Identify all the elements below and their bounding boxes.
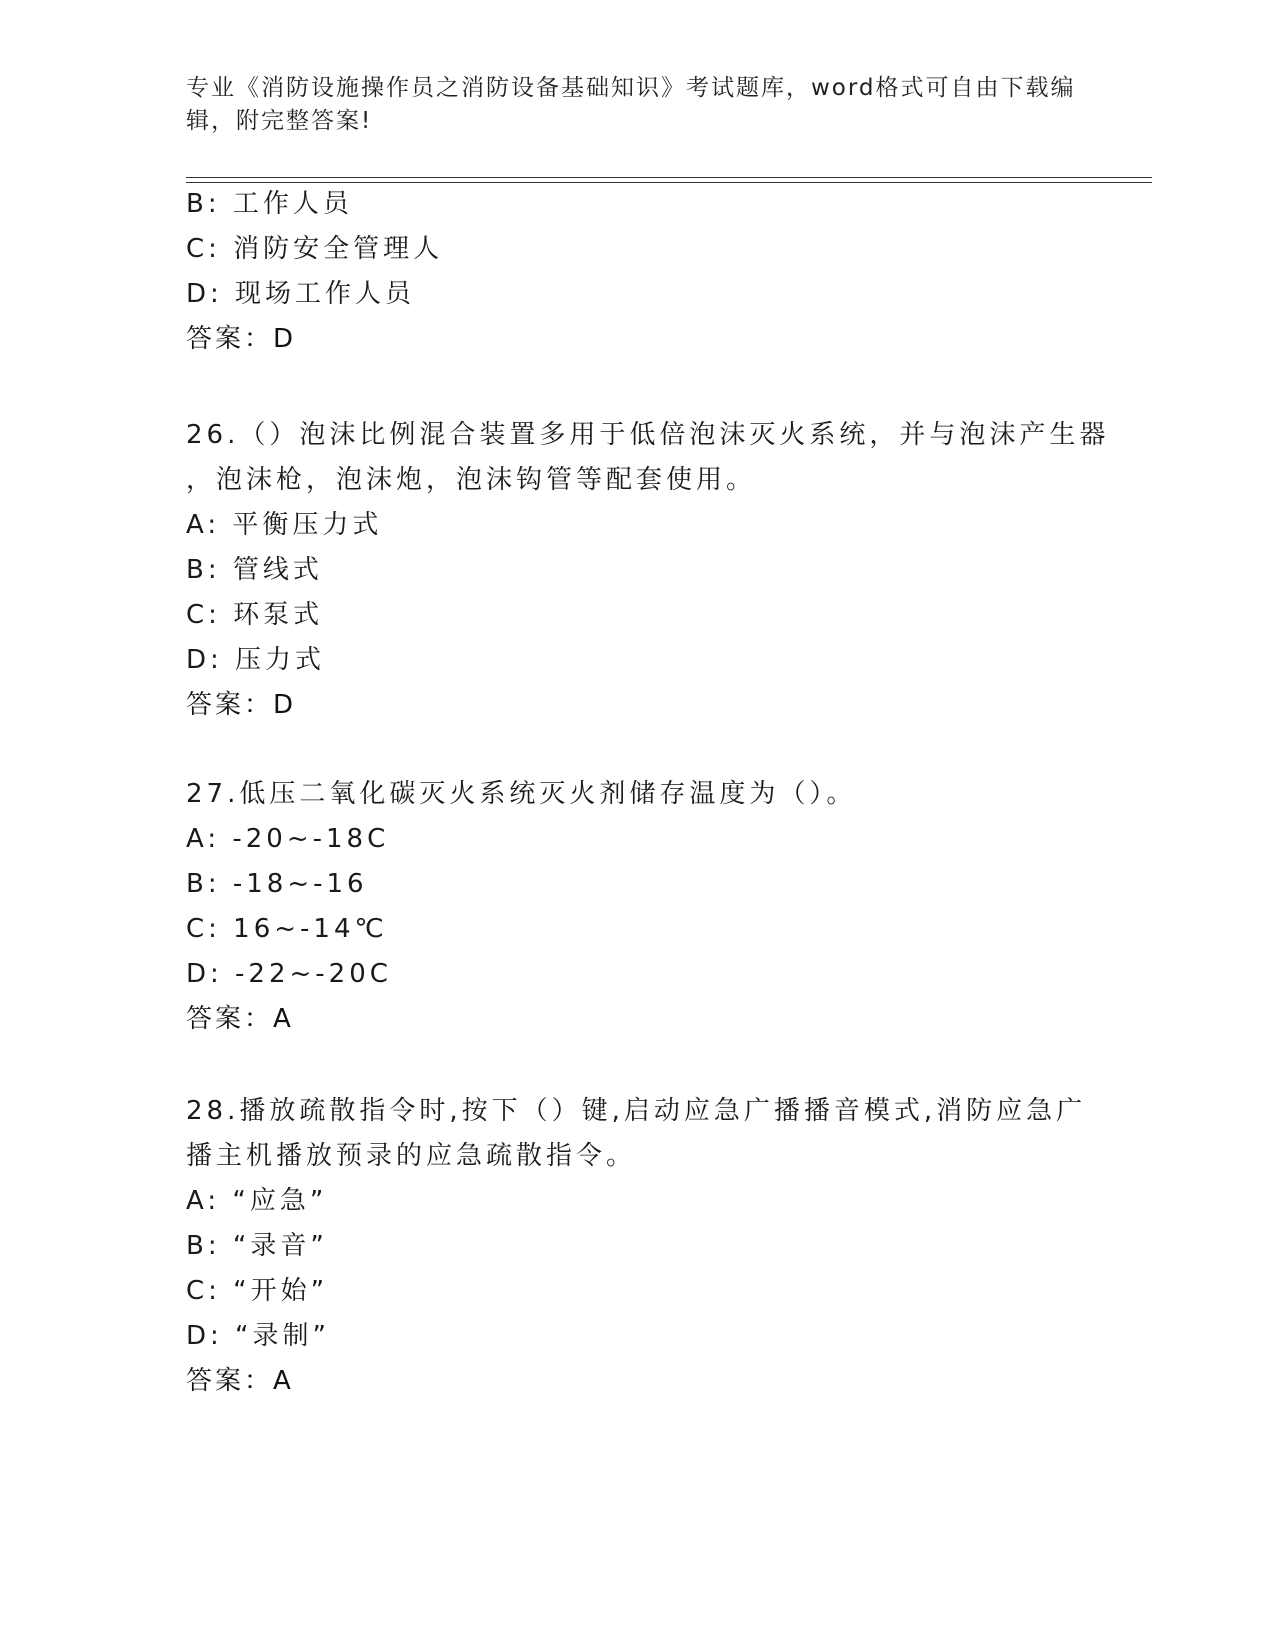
q27-option-b: B: -18~-16 — [186, 869, 368, 899]
q26-option-a: A: 平衡压力式 — [186, 510, 383, 540]
q25-option-d: D: 现场工作人员 — [186, 279, 416, 309]
q28-option-a: A: “应急” — [186, 1186, 328, 1216]
q26-option-c: C: 环泵式 — [186, 600, 324, 630]
header-divider-bottom — [186, 182, 1152, 183]
q26-answer: 答案：D — [186, 690, 297, 720]
header-divider-top — [186, 177, 1152, 178]
q28-stem-line-2: 播主机播放预录的应急疏散指令。 — [186, 1141, 637, 1171]
q25-option-c: C: 消防安全管理人 — [186, 234, 444, 264]
q28-stem-line-1: 28.播放疏散指令时,按下（）键,启动应急广播播音模式,消防应急广 — [186, 1096, 1087, 1126]
q25-option-b: B: 工作人员 — [186, 189, 353, 219]
q27-option-d: D: -22~-20C — [186, 959, 392, 989]
q25-answer: 答案：D — [186, 324, 297, 354]
q27-option-a: A: -20~-18C — [186, 824, 390, 854]
q28-answer: 答案：A — [186, 1366, 294, 1396]
header-line-2: 辑，附完整答案! — [186, 108, 373, 134]
document-header — [186, 72, 1086, 138]
q27-option-c: C: 16~-14℃ — [186, 914, 388, 944]
q28-option-c: C: “开始” — [186, 1276, 329, 1306]
q28-option-b: B: “录音” — [186, 1231, 328, 1261]
header-line-1: 专业《消防设施操作员之消防设备基础知识》考试题库，word格式可自由下载编 — [186, 75, 1076, 101]
q27-answer: 答案：A — [186, 1004, 294, 1034]
q26-option-d: D: 压力式 — [186, 645, 326, 675]
q27-stem-line-1: 27.低压二氧化碳灭火系统灭火剂储存温度为（）。 — [186, 779, 857, 809]
q26-stem-line-2: ，泡沫枪，泡沫炮，泡沫钩管等配套使用。 — [186, 465, 757, 495]
q28-option-d: D: “录制” — [186, 1321, 330, 1351]
q26-stem-line-1: 26.（）泡沫比例混合装置多用于低倍泡沫灭火系统，并与泡沫产生器 — [186, 420, 1110, 450]
q26-option-b: B: 管线式 — [186, 555, 323, 585]
